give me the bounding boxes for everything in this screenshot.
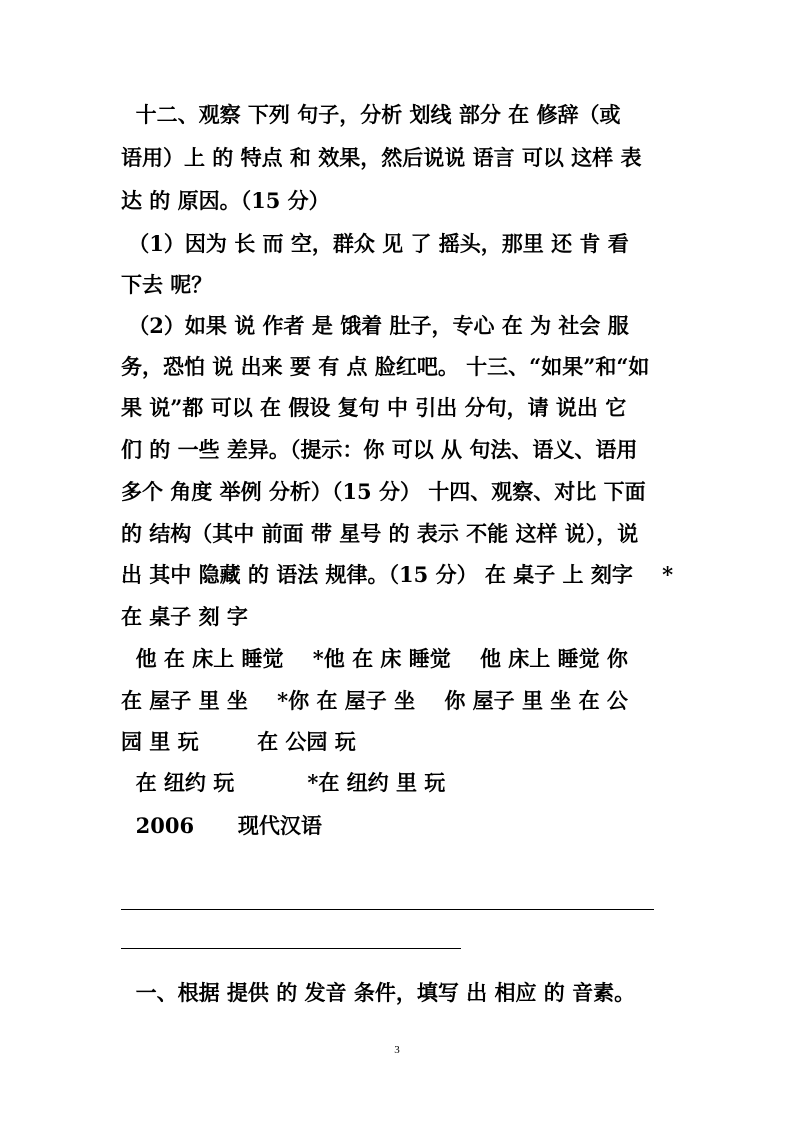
text-line: （2）如果 说 作者 是 饿着 肚子，专心 在 为 社会 服 <box>121 313 629 338</box>
horizontal-rule <box>121 948 461 949</box>
text-line: 务，恐怕 说 出来 要 有 点 脸红吧。 十三、“如果”和“如 <box>121 354 650 379</box>
text-line: 出 其中 隐藏 的 语法 规律。（15 分） 在 桌子 上 刻字 * <box>121 562 674 587</box>
text-line: 多个 角度 举例 分析）（15 分） 十四、观察、对比 下面 <box>121 479 646 504</box>
text-line: 达 的 原因。（15 分） <box>121 188 330 213</box>
text-line: 在 纽约 玩 *在 纽约 里 玩 <box>121 770 446 795</box>
text-line: 果 说”都 可以 在 假设 复句 中 引出 分句，请 说出 它 <box>121 395 627 420</box>
text-line: 下去 呢？ <box>121 272 213 297</box>
text-line: 2006 现代汉语 <box>121 813 322 838</box>
text-line: 他 在 床上 睡觉 *他 在 床 睡觉 他 床上 睡觉 你 <box>121 646 628 671</box>
text-line: 的 结构（其中 前面 带 星号 的 表示 不能 这样 说），说 <box>121 521 639 546</box>
text-line: 在 屋子 里 坐 *你 在 屋子 坐 你 屋子 里 坐 在 公 <box>121 688 628 713</box>
page-number: 3 <box>394 1044 400 1056</box>
text-line: 十二、观察 下列 句子，分析 划线 部分 在 修辞（或 <box>121 102 621 127</box>
text-line: （1）因为 长 而 空，群众 见 了 摇头，那里 还 肯 看 <box>121 231 629 256</box>
text-line: 们 的 一些 差异。（提示：你 可以 从 句法、语义、语用 <box>121 437 638 462</box>
text-line: 园 里 玩 在 公园 玩 <box>121 729 356 754</box>
horizontal-rule <box>121 909 654 910</box>
text-line: 语用）上 的 特点 和 效果，然后说说 语言 可以 这样 表 <box>121 145 642 170</box>
text-line: 在 桌子 刻 字 <box>121 604 248 629</box>
section-heading: 一、根据 提供 的 发音 条件，填写 出 相应 的 音素。 <box>121 980 636 1005</box>
